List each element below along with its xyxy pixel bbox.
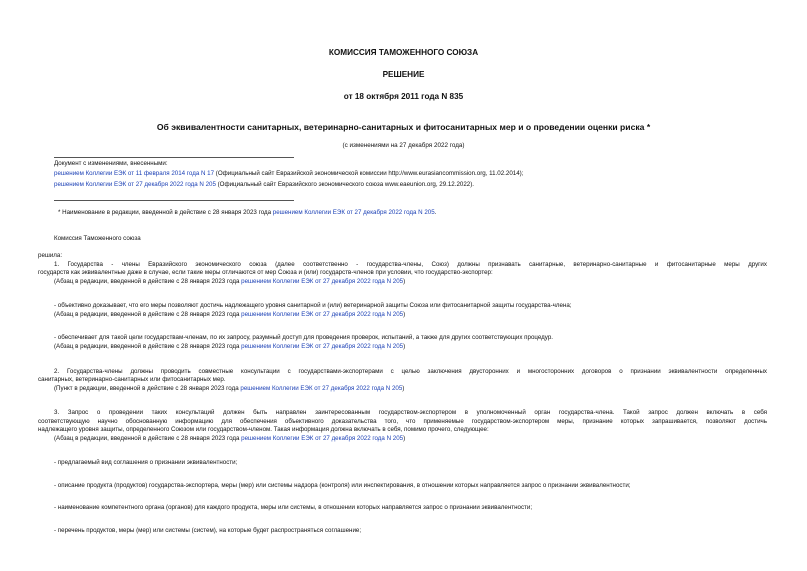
footnote-text: * Наименование в редакции, введенной в действие с 28 января 2023 года xyxy=(58,209,273,216)
decided-label: решила: xyxy=(38,252,63,259)
divider xyxy=(54,157,294,158)
list-item: - описание продукта (продуктов) государства-экспортера, меры (мер) или системы надзора (контроля) или инспектирования, в отношении которых направляется запрос о признании эквивалентности; xyxy=(54,482,631,489)
document-date: от 18 октября 2011 года N 835 xyxy=(343,92,464,101)
footnote-end: . xyxy=(434,209,437,216)
paragraph-line: 1. Государства - члены Евразийского экономического союза (далее соответственно - государства-члены, Союз) должны признавать санитарные, ветеринарно-санитарные и фитосанитарные меры других xyxy=(54,261,767,268)
edition-note xyxy=(54,343,405,351)
issuer: Комиссия Таможенного союза xyxy=(54,235,141,242)
paragraph-line: надлежащего уровня защиты, определенного Союзом или государством-членом. Такая информация должна включать в себя, помимо прочего, следующее: xyxy=(38,426,489,433)
edition-note xyxy=(54,435,405,443)
edition-note-text: (Абзац в редакции, введенной в действие с 28 января 2023 года xyxy=(54,435,242,442)
edition-note xyxy=(54,278,405,286)
edition-note xyxy=(54,311,405,319)
amendment-link[interactable]: решением Коллегии ЕЭК от 27 декабря 2022 года N 205 xyxy=(54,181,216,188)
paragraph-line: 3. Запрос о проведении таких консультаций должен быть направлен заинтересованным государством-экспортером в уполномоченный орган государства-члена. Такой запрос должен включать в себя xyxy=(54,409,767,416)
bullet-item: - объективно доказывает, что его меры позволяют достичь надлежащего уровня санитарной и (или) ветеринарной защиты Союза или фитосанитарной защиты государства-члена; xyxy=(54,302,572,309)
edition-note-text: (Абзац в редакции, введенной в действие с 28 января 2023 года xyxy=(54,343,242,350)
list-item: - предлагаемый вид соглашения о признании эквивалентности; xyxy=(54,459,238,466)
document-type: РЕШЕНИЕ xyxy=(382,70,425,79)
change-item xyxy=(54,181,474,189)
edition-note-text: (Абзац в редакции, введенной в действие с 28 января 2023 года xyxy=(54,278,242,285)
list-item: - перечень продуктов, меры (мер) или системы (систем), на которые будет распространяться соглашение; xyxy=(54,527,362,534)
change-item-text: (Официальный сайт Евразийского экономического союза www.eaeunion.org, 29.12.2022). xyxy=(215,181,475,188)
change-item-text: (Официальный сайт Евразийской экономической комиссии http://www.eurasiancommission.org, 11.02.2014); xyxy=(214,170,524,177)
paragraph-line: 2. Государства-члены должны проводить совместные консультации с государствами-экспортерами с целью заключения двусторонних и многосторонних договоров о признании эквивалентности определенных xyxy=(54,368,767,375)
list-item: - наименование компетентного органа (органов) для каждого продукта, меры или системы, в отношении которых направляется запрос о признании эквивалентности; xyxy=(54,504,533,511)
paragraph-line: санитарных, ветеринарно-санитарных или фитосанитарных мер. xyxy=(38,376,226,383)
bullet-item: - обеспечивает для такой цели государствам-членам, по их запросу, разумный доступ для проведения проверок, испытаний, а также для других соответствующих процедур. xyxy=(54,334,553,341)
edition-note-end: ) xyxy=(403,278,406,285)
amendment-link[interactable]: решением Коллегии ЕЭК от 27 декабря 2022 года N 205 xyxy=(241,278,404,285)
paragraph-line: соответствующую научно обоснованную информацию для обеспечения объективного доказательства того, что применяемые государством-экспортером меры, признание которых запрашивается, позволяют достичь xyxy=(38,418,767,425)
edition-note-end: ) xyxy=(403,435,406,442)
paragraph-line: государств как эквивалентные даже в случае, если такие меры отличаются от мер Союза и (или) государств-членов при условии, что государство-экспортер: xyxy=(38,269,493,276)
document-title: Об эквивалентности санитарных, ветеринарно-санитарных и фитосанитарных мер и о проведении оценки риска * xyxy=(156,122,651,132)
edition-note-text: (Пункт в редакции, введенной в действие с 28 января 2023 года xyxy=(54,385,241,392)
changes-intro: Документ с изменениями, внесенными: xyxy=(54,160,168,167)
divider xyxy=(54,200,294,201)
edition-note xyxy=(54,385,404,393)
amendment-link[interactable]: решением Коллегии ЕЭК от 27 декабря 2022 года N 205 xyxy=(241,311,404,318)
amendment-link[interactable]: решением Коллегии ЕЭК от 27 декабря 2022 года N 205 xyxy=(240,385,403,392)
change-item xyxy=(54,170,523,178)
edition-note-end: ) xyxy=(403,343,406,350)
edition-note-end: ) xyxy=(402,385,405,392)
revision-note: (с изменениями на 27 декабря 2022 года) xyxy=(342,142,465,149)
org-name: КОМИССИЯ ТАМОЖЕННОГО СОЮЗА xyxy=(328,48,479,57)
edition-note-text: (Абзац в редакции, введенной в действие с 28 января 2023 года xyxy=(54,311,242,318)
footnote xyxy=(58,209,436,217)
amendment-link[interactable]: решением Коллегии ЕЭК от 27 декабря 2022 года N 205 xyxy=(241,343,404,350)
edition-note-end: ) xyxy=(403,311,406,318)
amendment-link[interactable]: решением Коллегии ЕЭК от 27 декабря 2022 года N 205 xyxy=(241,435,404,442)
amendment-link[interactable]: решением Коллегии ЕЭК от 27 декабря 2022 года N 205 xyxy=(272,209,435,216)
amendment-link[interactable]: решением Коллегии ЕЭК от 11 февраля 2014 года N 17 xyxy=(54,170,215,177)
